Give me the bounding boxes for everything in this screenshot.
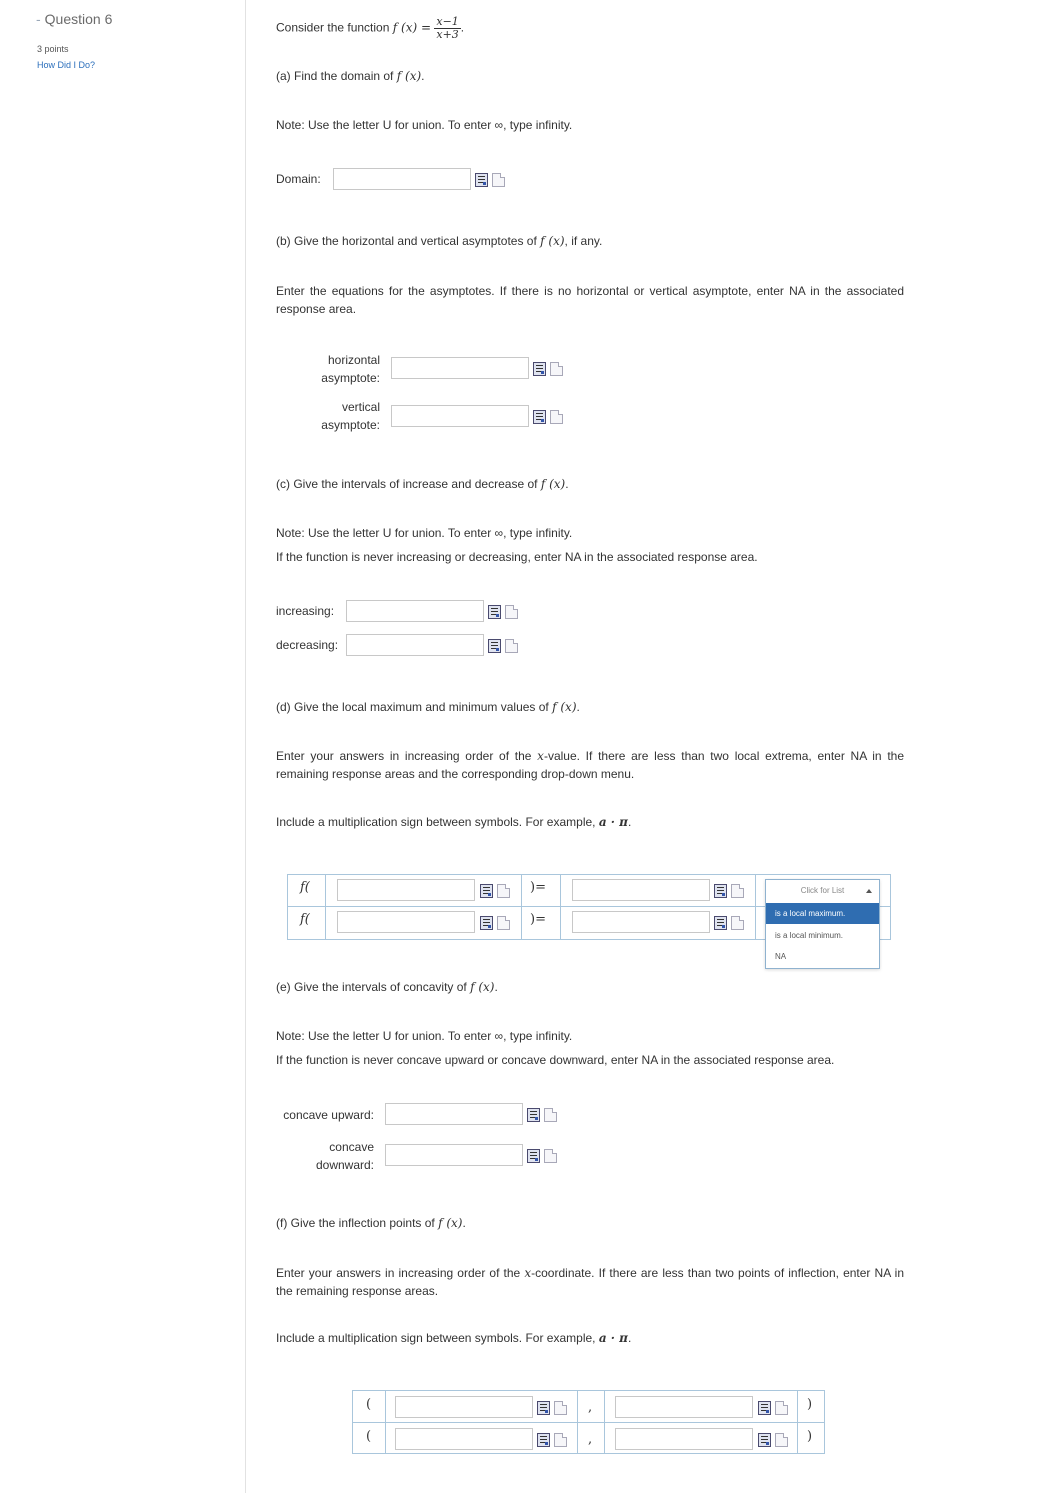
domain-label: Domain: — [276, 172, 321, 186]
part-a-heading: (a) Find the domain of f (x). — [276, 69, 425, 83]
equation-editor-icon[interactable] — [533, 362, 546, 376]
equation-editor-icon[interactable] — [714, 884, 727, 898]
part-b-heading: (b) Give the horizontal and vertical asymptotes of f (x), if any. — [276, 234, 603, 248]
horizontal-asymptote-input[interactable] — [391, 357, 529, 379]
table-divider — [797, 1390, 798, 1454]
extremum-2-value-input[interactable] — [572, 911, 710, 933]
table-divider — [577, 1390, 578, 1454]
equation-editor-icon[interactable] — [714, 916, 727, 930]
preview-icon[interactable] — [731, 916, 744, 930]
extremum-2-x-input[interactable] — [337, 911, 475, 933]
table-divider — [325, 874, 326, 940]
equation-editor-icon[interactable] — [758, 1401, 771, 1415]
preview-icon[interactable] — [775, 1433, 788, 1447]
equation-editor-icon[interactable] — [488, 605, 501, 619]
preview-icon[interactable] — [775, 1401, 788, 1415]
question-points: 3 points — [37, 44, 69, 54]
dropdown-option-local-max[interactable]: is a local maximum. — [766, 903, 879, 924]
inflection-1-y-input[interactable] — [615, 1396, 753, 1418]
part-e-note-1: Note: Use the letter U for union. To enter ∞, type infinity. — [276, 1029, 573, 1043]
part-e-note-2: If the function is never concave upward or concave downward, enter NA in the associated response area. — [276, 1053, 835, 1067]
intro-text: Consider the function f (x) = $\frac{x-1}{x+3}$ . — [276, 15, 465, 41]
decreasing-label: decreasing: — [276, 638, 339, 652]
function-fraction: $\frac{x-1}{x+3}$ — [436, 15, 459, 41]
part-a-note: Note: Use the letter U for union. To enter ∞, type infinity. — [276, 118, 573, 132]
row2-equals: )= — [530, 912, 546, 927]
equation-editor-icon[interactable] — [527, 1108, 540, 1122]
part-c-note-2: If the function is never increasing or decreasing, enter NA in the associated response area. — [276, 550, 758, 564]
row1-close-paren: ) — [807, 1397, 813, 1412]
row2-comma: , — [588, 1432, 593, 1447]
part-b-instructions: Enter the equations for the asymptotes. If there is no horizontal or vertical asymptote, enter NA in the associated response area. — [276, 284, 904, 316]
table-divider — [604, 1390, 605, 1454]
concave-downward-input[interactable] — [385, 1144, 523, 1166]
caret-up-icon — [866, 889, 872, 893]
concave-upward-label: concave upward: — [283, 1108, 374, 1122]
vertical-asymptote-label: vertical asymptote: — [321, 400, 380, 432]
table-divider — [755, 874, 756, 940]
table-divider — [385, 1390, 386, 1454]
inflection-1-x-input[interactable] — [395, 1396, 533, 1418]
preview-icon[interactable] — [550, 362, 563, 376]
part-d-heading: (d) Give the local maximum and minimum values of f (x). — [276, 700, 580, 714]
part-f-mult-note: Include a multiplication sign between symbols. For example, a · π. — [276, 1331, 632, 1345]
equation-editor-icon[interactable] — [537, 1433, 550, 1447]
concave-downward-label: concave downward: — [315, 1140, 374, 1172]
equation-editor-icon[interactable] — [537, 1401, 550, 1415]
part-e-heading: (e) Give the intervals of concavity of f (x). — [276, 980, 498, 994]
how-did-i-do-link[interactable]: How Did I Do? — [37, 60, 96, 70]
preview-icon[interactable] — [497, 916, 510, 930]
extremum-1-value-input[interactable] — [572, 879, 710, 901]
question-title[interactable]: - Question 6 — [36, 11, 113, 27]
part-d-instructions: Enter your answers in increasing order of the x-value. If there are less than two local extrema, enter NA in the remaining response areas and the corresponding drop-down menu. — [276, 749, 904, 781]
row1-f-prefix: f( — [300, 880, 310, 895]
table-divider — [521, 874, 522, 940]
equation-editor-icon[interactable] — [480, 884, 493, 898]
preview-icon[interactable] — [492, 173, 505, 187]
equation-editor-icon[interactable] — [533, 410, 546, 424]
table-divider — [560, 874, 561, 940]
row2-f-prefix: f( — [300, 912, 310, 927]
preview-icon[interactable] — [544, 1149, 557, 1163]
row1-equals: )= — [530, 880, 546, 895]
equation-editor-icon[interactable] — [475, 173, 488, 187]
row2-open-paren: ( — [366, 1429, 372, 1444]
dropdown-option-local-min[interactable]: is a local minimum. — [775, 931, 844, 940]
horizontal-asymptote-label: horizontal asymptote: — [321, 353, 380, 385]
extremum-1-x-input[interactable] — [337, 879, 475, 901]
preview-icon[interactable] — [505, 639, 518, 653]
row1-open-paren: ( — [366, 1397, 372, 1412]
part-c-heading: (c) Give the intervals of increase and decrease of f (x). — [276, 477, 569, 491]
question-sidebar — [0, 0, 246, 1493]
equation-editor-icon[interactable] — [480, 916, 493, 930]
intro-function: f (x) = — [392, 20, 432, 35]
inflection-2-x-input[interactable] — [395, 1428, 533, 1450]
preview-icon[interactable] — [505, 605, 518, 619]
concave-upward-input[interactable] — [385, 1103, 523, 1125]
part-c-note-1: Note: Use the letter U for union. To enter ∞, type infinity. — [276, 526, 573, 540]
equation-editor-icon[interactable] — [758, 1433, 771, 1447]
collapse-dash-icon[interactable]: - — [36, 11, 41, 27]
preview-icon[interactable] — [731, 884, 744, 898]
preview-icon[interactable] — [544, 1108, 557, 1122]
increasing-label: increasing: — [276, 604, 335, 618]
increasing-input[interactable] — [346, 600, 484, 622]
preview-icon[interactable] — [497, 884, 510, 898]
row2-close-paren: ) — [807, 1429, 813, 1444]
preview-icon[interactable] — [554, 1433, 567, 1447]
part-f-instructions: Enter your answers in increasing order of the x-coordinate. If there are less than two points of inflection, enter NA in the remaining response areas. — [276, 1266, 904, 1298]
domain-input[interactable] — [333, 168, 471, 190]
part-f-heading: (f) Give the inflection points of f (x). — [276, 1216, 466, 1230]
table-divider — [352, 1422, 825, 1423]
dropdown-placeholder[interactable]: Click for List — [766, 880, 879, 902]
equation-editor-icon[interactable] — [488, 639, 501, 653]
preview-icon[interactable] — [550, 410, 563, 424]
inflection-2-y-input[interactable] — [615, 1428, 753, 1450]
dropdown-option-na[interactable]: NA — [775, 952, 787, 961]
part-d-mult-note: Include a multiplication sign between symbols. For example, a · π. — [276, 815, 632, 829]
vertical-asymptote-input[interactable] — [391, 405, 529, 427]
row1-comma: , — [588, 1400, 593, 1415]
equation-editor-icon[interactable] — [527, 1149, 540, 1163]
decreasing-input[interactable] — [346, 634, 484, 656]
extremum-type-dropdown[interactable] — [765, 879, 880, 969]
preview-icon[interactable] — [554, 1401, 567, 1415]
